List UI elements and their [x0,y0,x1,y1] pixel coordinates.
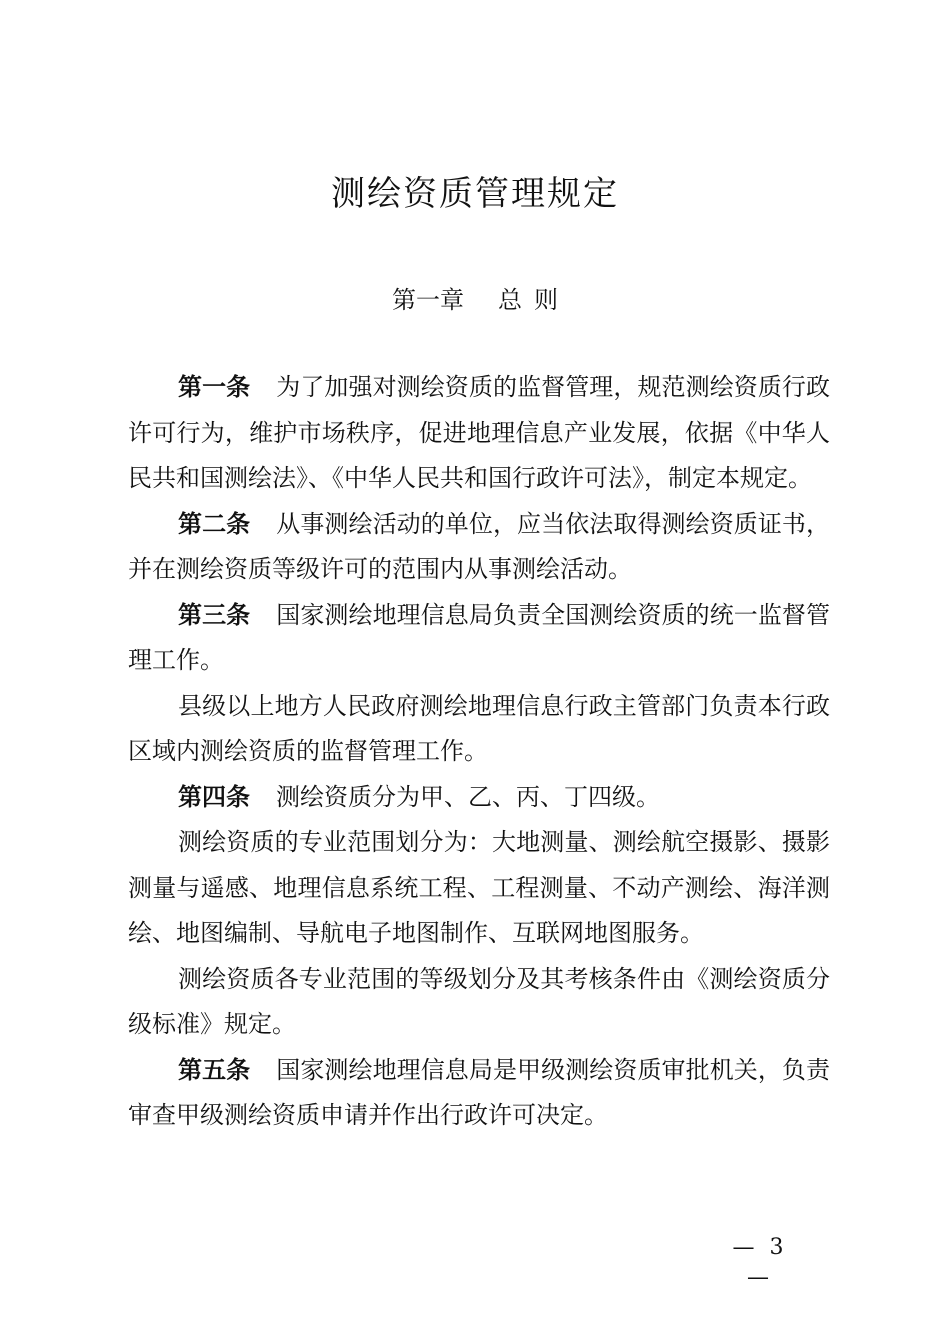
article-text: 国家测绘地理信息局负责全国测绘资质的统一监督管理工作。 [128,600,831,674]
article-number: 第五条 [178,1055,251,1084]
document-body [128,365,830,1139]
article-text: 测绘资质分为甲、乙、丙、丁四级。 [276,782,660,811]
chapter-name-second: 则 [534,286,558,314]
chapter-number: 第一章 [392,286,464,314]
document-title: 测绘资质管理规定 [331,174,619,214]
article-text: 测绘资质各专业范围的等级划分及其考核条件由《测绘资质分级标准》规定。 [128,964,830,1038]
paragraph-article-4 [128,775,830,821]
article-text: 为了加强对测绘资质的监督管理，规范测绘资质行政许可行为，维护市场秩序，促进地理信息产业发展，依据《中华人民共和国测绘法》、《中华人民共和国行政许可法》，制定本规定。 [128,373,831,492]
article-number: 第一条 [178,373,251,401]
paragraph-article-3 [128,593,830,684]
chapter-name-first: 总 [498,286,522,314]
paragraph-article-4-clause-2 [128,820,830,957]
paragraph-article-2 [128,502,830,593]
paragraph-article-4-clause-3 [128,957,830,1048]
paragraph-article-5 [128,1048,830,1139]
page-number: — 3 — [732,1235,788,1290]
article-number: 第二条 [178,509,251,538]
paragraph-article-1 [128,365,830,502]
article-text: 县级以上地方人民政府测绘地理信息行政主管部门负责本行政区域内测绘资质的监督管理工作。 [128,691,830,765]
chapter-heading [0,282,950,318]
article-text: 从事测绘活动的单位，应当依法取得测绘资质证书，并在测绘资质等级许可的范围内从事测绘活动。 [128,509,831,583]
paragraph-article-3-clause-2 [128,684,830,775]
article-number: 第四条 [178,782,250,811]
article-number: 第三条 [178,600,251,629]
article-text: 国家测绘地理信息局是甲级测绘资质审批机关，负责审查甲级测绘资质申请并作出行政许可决定。 [128,1055,831,1129]
article-text: 测绘资质的专业范围划分为：大地测量、测绘航空摄影、摄影测量与遥感、地理信息系统工程、工程测量、不动产测绘、海洋测绘、地图编制、导航电子地图制作、互联网地图服务。 [128,828,830,947]
